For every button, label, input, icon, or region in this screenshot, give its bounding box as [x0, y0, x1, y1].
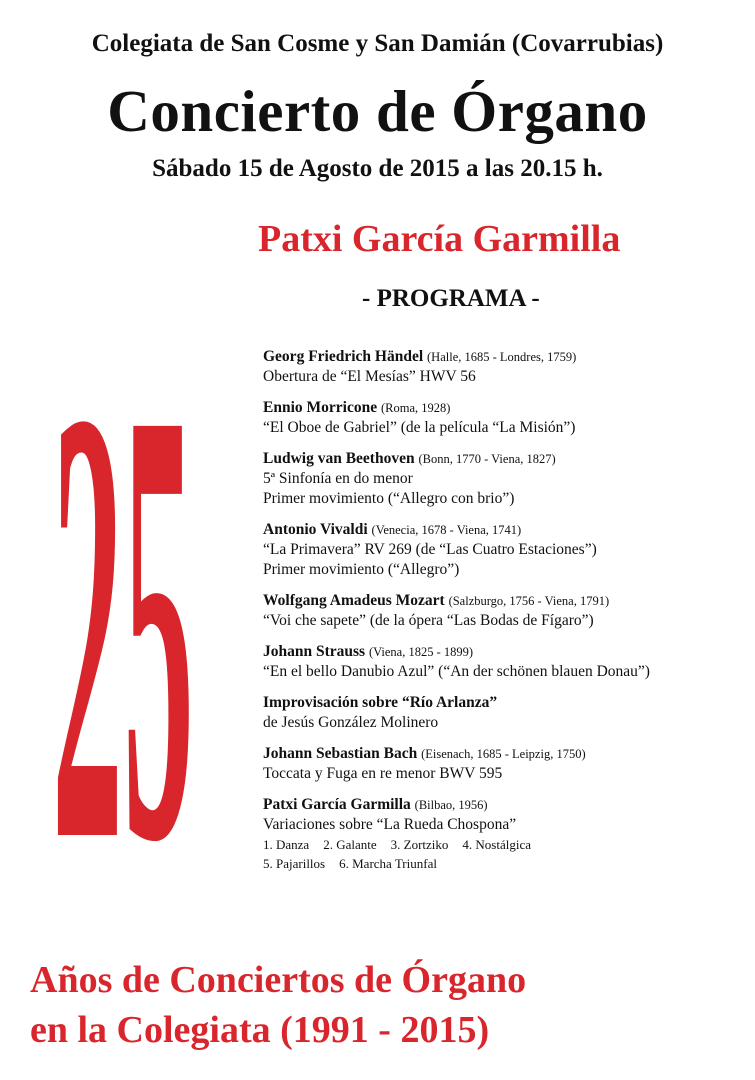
concert-title: Concierto de Órgano [107, 78, 648, 144]
movement-item: 1. Danza [263, 837, 310, 852]
work-movement: Primer movimiento (“Allegro con brio”) [263, 490, 515, 507]
concert-datetime: Sábado 15 de Agosto de 2015 a las 20.15 h. [152, 155, 603, 182]
program-item-morricone [263, 398, 743, 438]
composer-info: (Viena, 1825 - 1899) [368, 645, 474, 659]
composer-info: (Roma, 1928) [380, 401, 451, 415]
anniversary-number-graphic [28, 215, 218, 955]
work-title: Toccata y Fuga en re menor BWV 595 [263, 765, 503, 782]
program-item-mozart [263, 591, 743, 631]
program-item-beethoven [263, 449, 743, 509]
work-movement: Primer movimiento (“Allegro”) [263, 561, 460, 578]
movement-item: 3. Zortziko [390, 837, 449, 852]
composer-name: Improvisación sobre “Río Arlanza” [263, 694, 498, 711]
composer-info: (Salzburgo, 1756 - Viena, 1791) [448, 594, 610, 608]
work-title: Variaciones sobre “La Rueda Chospona” [263, 816, 517, 833]
composer-info: (Halle, 1685 - Londres, 1759) [427, 350, 577, 364]
programa-heading: - PROGRAMA - [362, 285, 540, 312]
work-title: “La Primavera” RV 269 (de “Las Cuatro Estaciones”) [263, 541, 597, 558]
composer-name: Patxi García Garmilla [263, 796, 411, 813]
composer-name: Ludwig van Beethoven [263, 450, 415, 467]
footer-line-2: en la Colegiata (1991 - 2015) [30, 1009, 490, 1051]
composer-name: Johann Strauss [263, 643, 366, 660]
composer-info: (Venecia, 1678 - Viena, 1741) [371, 523, 522, 537]
venue-heading: Colegiata de San Cosme y San Damián (Covarrubias) [91, 30, 664, 57]
work-title: “Voi che sapete” (de la ópera “Las Bodas de Fígaro”) [263, 612, 594, 629]
program-item-bach [263, 744, 743, 784]
movement-item: 4. Nostálgica [462, 837, 531, 852]
program-item-improvisacion [263, 693, 743, 733]
program-item-vivaldi [263, 520, 743, 580]
composer-name: Johann Sebastian Bach [263, 745, 418, 762]
anniversary-number-text: 25 [52, 279, 194, 955]
composer-info: (Bilbao, 1956) [414, 798, 488, 812]
composer-name: Georg Friedrich Händel [263, 348, 424, 365]
composer-info: (Bonn, 1770 - Viena, 1827) [418, 452, 556, 466]
movement-item: 5. Pajarillos [263, 856, 326, 871]
program-list [263, 347, 743, 884]
program-item-strauss [263, 642, 743, 682]
composer-info: (Eisenach, 1685 - Leipzig, 1750) [421, 747, 586, 761]
anniversary-footer [30, 955, 526, 1055]
work-title: 5ª Sinfonía en do menor [263, 470, 413, 487]
composer-name: Ennio Morricone [263, 399, 378, 416]
movement-list-row-2 [263, 854, 743, 873]
movement-list-row-1 [263, 835, 743, 854]
program-item-handel [263, 347, 743, 387]
composer-name: Antonio Vivaldi [263, 521, 368, 538]
movement-item: 2. Galante [323, 837, 377, 852]
program-item-garcia-garmilla [263, 795, 743, 873]
footer-line-1: Años de Conciertos de Órgano [30, 959, 527, 1001]
performer-name: Patxi García Garmilla [258, 218, 621, 260]
composer-name: Wolfgang Amadeus Mozart [263, 592, 445, 609]
work-title: “El Oboe de Gabriel” (de la película “La Misión”) [263, 419, 576, 436]
work-title: de Jesús González Molinero [263, 714, 439, 731]
movement-item: 6. Marcha Triunfal [339, 856, 437, 871]
work-title: “En el bello Danubio Azul” (“An der schönen blauen Donau”) [263, 663, 650, 680]
work-title: Obertura de “El Mesías” HWV 56 [263, 368, 476, 385]
